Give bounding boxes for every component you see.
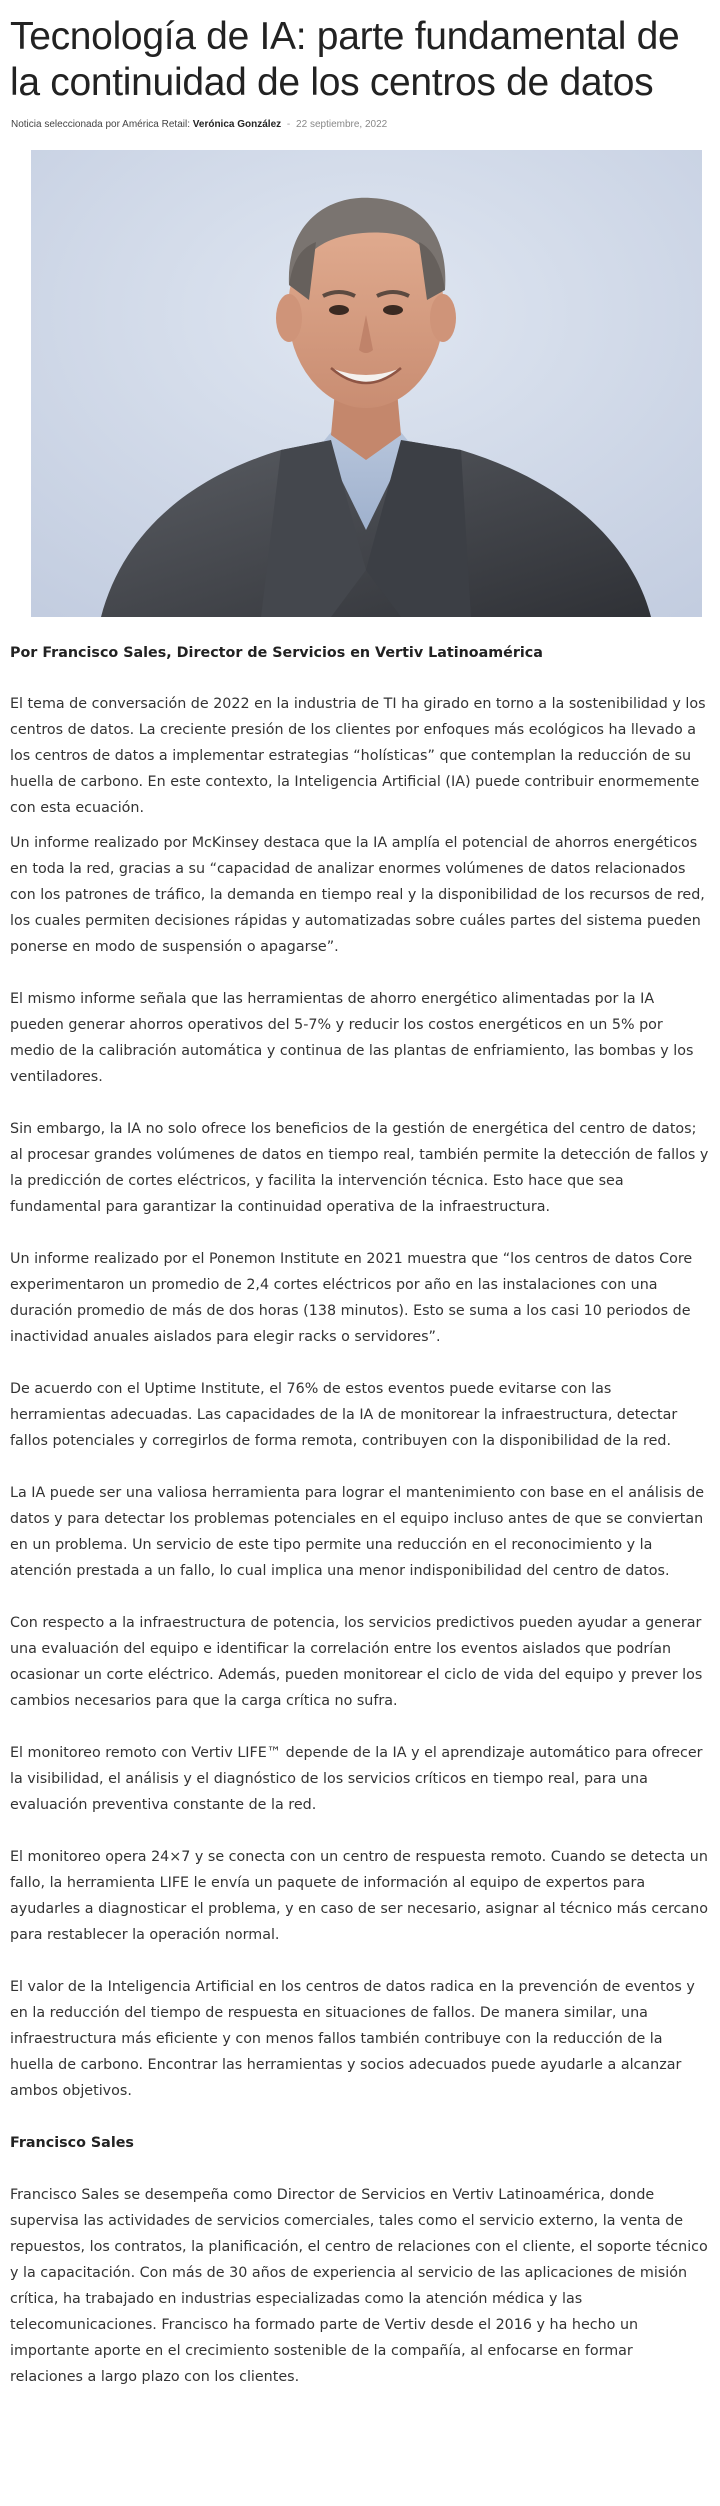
article-body bbox=[10, 640, 710, 2390]
paragraph: Un informe realizado por el Ponemon Institute en 2021 muestra que “los centros de datos Core experimentaron un promedio de 2,4 cortes eléctricos por año en las instalaciones con una duración promedio de más de dos horas (138 minutos). Esto se suma a los casi 10 periodos de inactividad anuales aislados para elegir racks o servidores”. bbox=[10, 1251, 693, 1345]
paragraph: El tema de conversación de 2022 en la industria de TI ha girado en torno a la sostenibilidad y los centros de datos. La creciente presión de los clientes por enfoques más ecológicos ha llevado a los centros de datos a implementar estrategias “holísticas” que contemplan la reducción de su huella de carbono. En este contexto, la Inteligencia Artificial (IA) puede contribuir enormemente con esta ecuación. bbox=[10, 696, 706, 816]
portrait-illustration bbox=[31, 150, 702, 617]
bio-heading: Francisco Sales bbox=[10, 2135, 134, 2151]
author-photo bbox=[31, 150, 702, 617]
article bbox=[0, 6, 720, 2390]
paragraph: El monitoreo remoto con Vertiv LIFE™ depende de la IA y el aprendizaje automático para ofrecer la visibilidad, el análisis y el diagnóstico de los servicios críticos en tiempo real, para una evaluación preventiva constante de la red. bbox=[10, 1745, 703, 1813]
paragraph: El valor de la Inteligencia Artificial en los centros de datos radica en la prevención de eventos y en la reducción del tiempo de respuesta en situaciones de fallos. De manera similar, una infraestructura más eficiente y con menos fallos también contribuye con la reducción de la huella de carbono. Encontrar las herramientas y socios adecuados puede ayudarle a alcanzar ambos objetivos. bbox=[10, 1979, 695, 2099]
publish-date: 22 septiembre, 2022 bbox=[296, 119, 388, 130]
paragraph: De acuerdo con el Uptime Institute, el 76% de estos eventos puede evitarse con las herramientas adecuadas. Las capacidades de la IA de monitorear la infraestructura, detectar fallos potenciales y corregirlos de forma remota, contribuyen con la disponibilidad de la red. bbox=[10, 1381, 678, 1449]
paragraph: La IA puede ser una valiosa herramienta para lograr el mantenimiento con base en el análisis de datos y para detectar los problemas potenciales en el equipo incluso antes de que se conviertan en un problema. Un servicio de este tipo permite una reducción en el reconocimiento y la atención prestada a un fallo, lo cual implica una menor indisponibilidad del centro de datos. bbox=[10, 1485, 705, 1579]
paragraph: Con respecto a la infraestructura de potencia, los servicios predictivos pueden ayudar a generar una evaluación del equipo e identificar la correlación entre los eventos aislados que podrían ocasionar un corte eléctrico. Además, pueden monitorear el ciclo de vida del equipo y prever los cambios necesarios para que la carga crítica no sufra. bbox=[10, 1615, 703, 1709]
paragraph: El monitoreo opera 24×7 y se conecta con un centro de respuesta remoto. Cuando se detecta un fallo, la herramienta LIFE le envía un paquete de información al equipo de expertos para ayudarles a diagnosticar el problema, y en caso de ser necesario, asignar al técnico más cercano para restablecer la operación normal. bbox=[10, 1849, 708, 1943]
bio-paragraph: Francisco Sales se desempeña como Director de Servicios en Vertiv Latinoamérica, donde supervisa las actividades de servicios comerciales, tales como el servicio externo, la venta de repuestos, los contratos, la planificación, el centro de relaciones con el cliente, el soporte técnico y la capacitación. Con más de 30 años de experiencia al servicio de las aplicaciones de misión crítica, ha trabajado en industrias especializadas como la atención médica y las telecomunicaciones. Francisco ha formado parte de Vertiv desde el 2016 y ha hecho un importante aporte en el crecimiento sostenible de la compañía, al enfocarse en formar relaciones a largo plazo con los clientes. bbox=[10, 2187, 708, 2385]
byline: Por Francisco Sales, Director de Servicios en Vertiv Latinoamérica bbox=[10, 645, 543, 661]
paragraph: Sin embargo, la IA no solo ofrece los beneficios de la gestión de energética del centro de datos; al procesar grandes volúmenes de datos en tiempo real, también permite la detección de fallos y la predicción de cortes eléctricos, y facilita la intervención técnica. Esto hace que sea fundamental para garantizar la continuidad operativa de la infraestructura. bbox=[10, 1121, 709, 1215]
meta-separator: - bbox=[286, 119, 291, 130]
paragraph: El mismo informe señala que las herramientas de ahorro energético alimentadas por la IA pueden generar ahorros operativos del 5-7% y reducir los costos energéticos en un 5% por medio de la calibración automática y continua de las plantas de enfriamiento, las bombas y los ventiladores. bbox=[10, 991, 694, 1085]
paragraph: Un informe realizado por McKinsey destaca que la IA amplía el potencial de ahorros energéticos en toda la red, gracias a su “capacidad de analizar enormes volúmenes de datos relacionados con los patrones de tráfico, la demanda en tiempo real y la disponibilidad de los recursos de red, los cuales permiten decisiones rápidas y automatizadas sobre cuáles partes del sistema pueden ponerse en modo de suspensión o apagarse”. bbox=[10, 835, 705, 955]
article-title: Tecnología de IA: parte fundamental de la continuidad de los centros de datos bbox=[10, 15, 680, 104]
author-link[interactable]: Verónica González bbox=[192, 119, 282, 130]
source-label: Noticia seleccionada por América Retail: bbox=[11, 119, 190, 130]
article-meta bbox=[11, 118, 710, 132]
